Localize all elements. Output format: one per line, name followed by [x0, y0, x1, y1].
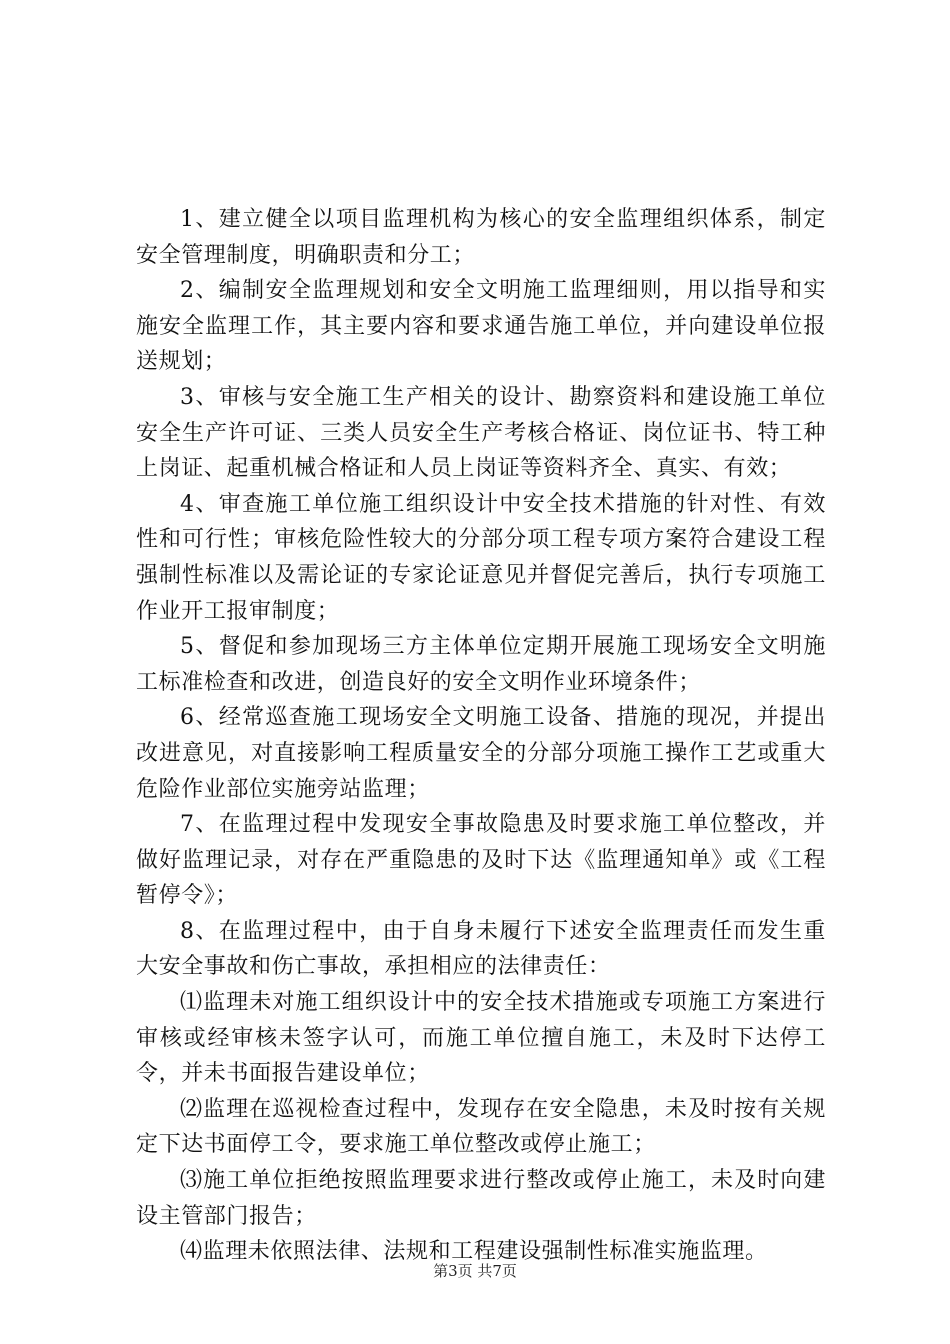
paragraph-3: 3、审核与安全施工生产相关的设计、勘察资料和建设施工单位安全生产许可证、三类人员安全生产考核合格证、岗位证书、特工种上岗证、起重机械合格证和人员上岗证等资料齐全、真实、有效； — [136, 384, 826, 482]
paragraph-1: 1、建立健全以项目监理机构为核心的安全监理组织体系，制定安全管理制度，明确职责和分工； — [136, 207, 826, 268]
paragraph-5: 5、督促和参加现场三方主体单位定期开展施工现场安全文明施工标准检查和改进，创造良好的安全文明作业环境条件； — [136, 634, 826, 695]
sub-item-4: ⑷监理未依照法律、法规和工程建设强制性标准实施监理。 — [180, 1239, 768, 1265]
paragraph-2: 2、编制安全监理规划和安全文明施工监理细则，用以指导和实施安全监理工作，其主要内容和要求通告施工单位，并向建设单位报送规划； — [136, 278, 826, 375]
page-number: 第3页 共7页 — [433, 1262, 517, 1280]
paragraph-8: 8、在监理过程中，由于自身未履行下述安全监理责任而发生重大安全事故和伤亡事故，承担相应的法律责任： — [136, 918, 826, 980]
paragraph-6: 6、经常巡查施工现场安全文明施工设备、措施的现况，并提出改进意见，对直接影响工程质量安全的分部分项施工操作工艺或重大危险作业部位实施旁站监理； — [136, 705, 826, 802]
sub-item-1: ⑴监理未对施工组织设计中的安全技术措施或专项施工方案进行审核或经审核未签字认可，而施工单位擅自施工，未及时下达停工令，并未书面报告建设单位； — [136, 990, 826, 1087]
page-footer — [0, 1260, 950, 1281]
document-body — [136, 202, 826, 1270]
paragraph-7: 7、在监理过程中发现安全事故隐患及时要求施工单位整改，并做好监理记录，对存在严重隐患的及时下达《监理通知单》或《工程暂停令》； — [136, 812, 826, 909]
sub-item-3: ⑶施工单位拒绝按照监理要求进行整改或停止施工，未及时向建设主管部门报告； — [136, 1168, 826, 1229]
sub-item-2: ⑵监理在巡视检查过程中，发现存在安全隐患，未及时按有关规定下达书面停工令，要求施工单位整改或停止施工； — [136, 1096, 826, 1158]
paragraph-4: 4、审查施工单位施工组织设计中安全技术措施的针对性、有效性和可行性；审核危险性较大的分部分项工程专项方案符合建设工程强制性标准以及需论证的专家论证意见并督促完善后，执行专项施工作业开工报审制度； — [136, 491, 826, 624]
